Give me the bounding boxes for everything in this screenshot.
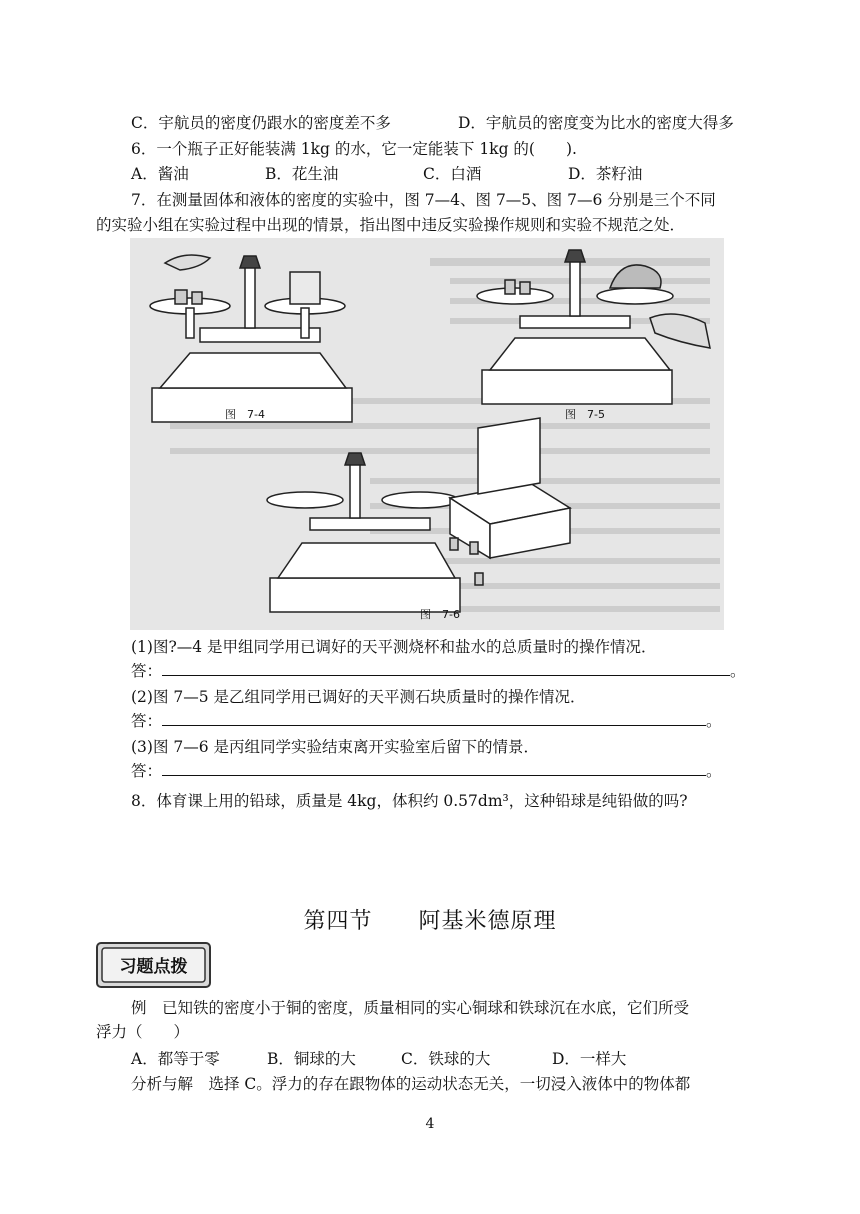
answer-prefix: 答：: [131, 712, 163, 730]
q6-option-b: B．花生油: [265, 165, 339, 183]
answer-end: 。: [730, 662, 746, 680]
answer-end: 。: [706, 762, 722, 780]
example-line2: 浮力（ ）: [96, 1023, 190, 1041]
example-option-c: C．铁球的大: [401, 1050, 491, 1068]
q5-option-c: C．宇航员的密度仍跟水的密度差不多: [131, 114, 391, 132]
q7-stem-line2: 的实验小组在实验过程中出现的情景，指出图中违反实验操作规则和实验不规范之处．: [96, 216, 686, 234]
q7-stem-line1: 7．在测量固体和液体的密度的实验中，图 7—4、图 7—5、图 7—6 分别是三个不同: [131, 191, 716, 209]
answer-line-2[interactable]: [162, 711, 706, 726]
badge-label: 习题点拨: [119, 957, 188, 977]
q7-answer2[interactable]: [131, 710, 722, 732]
q6-stem: 6．一个瓶子正好能装满 1kg 的水，它一定能装下 1kg 的( ).: [131, 140, 577, 158]
example-option-a: A．都等于零: [131, 1050, 220, 1068]
page-number: 4: [425, 1116, 435, 1132]
exercise-hint-badge: [96, 942, 211, 988]
q7-sub2: (2)图 7—5 是乙组同学用已调好的天平测石块质量时的操作情况．: [131, 688, 586, 706]
answer-end: 。: [706, 712, 722, 730]
balance-7-4: [150, 255, 352, 422]
answer-line-3[interactable]: [162, 761, 706, 776]
example-option-b: B．铜球的大: [267, 1050, 356, 1068]
q6-option-c: C．白酒: [423, 165, 482, 183]
q7-sub3: (3)图 7—6 是丙组同学实验结束离开实验室后留下的情景．: [131, 738, 540, 756]
answer-prefix: 答：: [131, 662, 163, 680]
q7-answer3[interactable]: [131, 760, 722, 782]
q5-option-d: D．宇航员的密度变为比水的密度大得多: [458, 114, 734, 132]
balance-7-5: [477, 250, 710, 404]
figure-label-7-6: 图 7-6: [420, 608, 460, 621]
section-title: 第四节 阿基米德原理: [303, 909, 557, 934]
example-line1: 例 已知铁的密度小于铜的密度，质量相同的实心铜球和铁球沉在水底，它们所受: [131, 999, 690, 1017]
q6-option-d: D．茶籽油: [568, 165, 643, 183]
q7-answer1[interactable]: [131, 660, 746, 682]
q8-stem: 8．体育课上用的铅球，质量是 4kg，体积约 0.57dm³，这种铅球是纯铅做的吗?: [131, 792, 688, 810]
q7-sub1: (1)图?—4 是甲组同学用已调好的天平测烧杯和盐水的总质量时的操作情况．: [131, 638, 657, 656]
answer-line-1[interactable]: [162, 661, 730, 676]
figure-label-7-5: 图 7-5: [565, 408, 605, 421]
q6-option-a: A．酱油: [131, 165, 189, 183]
balance-figure: [130, 238, 724, 630]
figure-label-7-4: 图 7-4: [225, 408, 265, 421]
answer-prefix: 答：: [131, 762, 163, 780]
example-option-d: D．一样大: [552, 1050, 627, 1068]
example-analysis: 分析与解 选择 C。浮力的存在跟物体的运动状态无关，一切浸入液体中的物体都: [131, 1075, 691, 1093]
